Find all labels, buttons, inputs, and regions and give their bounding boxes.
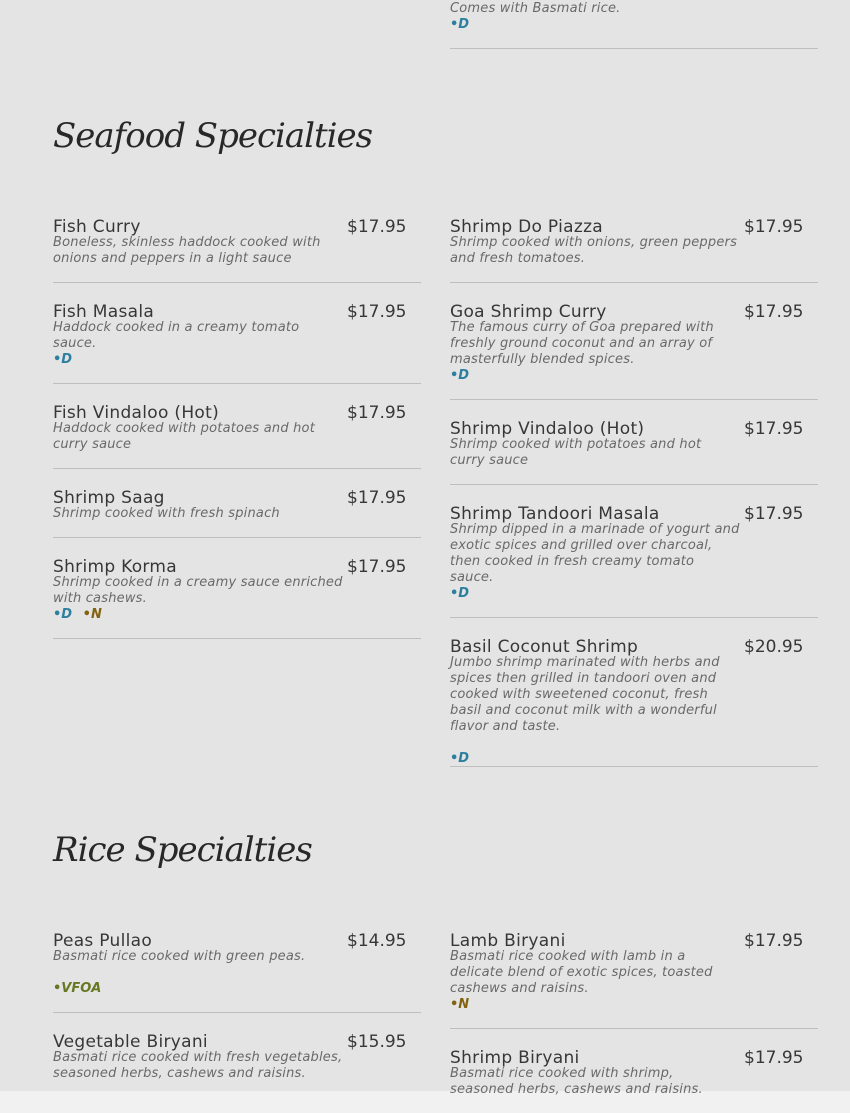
item-name: Goa Shrimp Curry	[450, 302, 607, 322]
menu-item	[450, 216, 818, 283]
dairy-tag: •D	[450, 17, 470, 32]
item-price: $14.95	[347, 931, 407, 951]
item-name: Fish Vindaloo (Hot)	[53, 403, 220, 423]
item-description: Shrimp dipped in a marinade of yogurt and exotic spices and grilled over charcoal, then cooked in fresh creamy tomato sauce.	[450, 522, 740, 585]
item-description: Shrimp cooked with potatoes and hot curry sauce	[450, 437, 702, 468]
item-description: Comes with Basmati rice.	[450, 1, 621, 16]
dairy-tag: •D	[53, 607, 73, 622]
item-description: Basmati rice cooked with fresh vegetables, seasoned herbs, cashews and raisins.	[53, 1050, 343, 1081]
menu-item	[53, 487, 421, 538]
item-description: Haddock cooked in a creamy tomato sauce.	[53, 320, 300, 351]
item-description: Basmati rice cooked with shrimp, seasoned herbs, cashews and raisins.	[450, 1066, 703, 1097]
item-description: Shrimp cooked in a creamy sauce enriched with cashews.	[53, 575, 343, 606]
rice-left-column	[53, 930, 421, 1113]
dairy-tag: •D	[450, 751, 470, 766]
item-price: $15.95	[347, 1032, 407, 1052]
item-tags	[53, 607, 108, 623]
menu-item	[450, 503, 818, 618]
item-name: Fish Curry	[53, 217, 141, 237]
item-description: Basmati rice cooked with green peas.	[53, 949, 306, 964]
rice-section-title: Rice Specialties	[53, 830, 312, 870]
item-price: $17.95	[744, 931, 804, 951]
item-price: $17.95	[347, 557, 407, 577]
item-name: Shrimp Vindaloo (Hot)	[450, 419, 645, 439]
seafood-left-column	[53, 216, 421, 639]
rice-right-column	[450, 930, 818, 1113]
item-price: $17.95	[744, 419, 804, 439]
item-price: $17.95	[744, 1048, 804, 1068]
item-description: Shrimp cooked with onions, green peppers and fresh tomatoes.	[450, 235, 738, 266]
dairy-tag: •D	[53, 352, 73, 367]
nuts-tag: •N	[450, 997, 470, 1012]
item-description: Basmati rice cooked with lamb in a delicate blend of exotic spices, toasted cashews and raisins.	[450, 949, 713, 996]
item-price: $17.95	[744, 302, 804, 322]
item-price: $17.95	[347, 403, 407, 423]
item-price: $20.95	[744, 637, 804, 657]
item-name: Basil Coconut Shrimp	[450, 637, 639, 657]
item-tags	[450, 997, 475, 1013]
item-tags	[53, 352, 78, 368]
item-name: Vegetable Biryani	[53, 1032, 208, 1052]
item-tags	[450, 751, 475, 767]
item-price: $17.95	[347, 217, 407, 237]
menu-item	[53, 930, 421, 1013]
menu-item	[450, 636, 818, 767]
dairy-tag: •D	[450, 368, 470, 383]
menu-item	[53, 301, 421, 384]
item-price: $17.95	[347, 488, 407, 508]
menu-item	[53, 402, 421, 469]
item-name: Shrimp Biryani	[450, 1048, 580, 1068]
item-tags	[450, 17, 475, 33]
menu-item	[450, 418, 818, 485]
menu-item	[53, 216, 421, 283]
item-name: Fish Masala	[53, 302, 155, 322]
item-price: $17.95	[744, 217, 804, 237]
seafood-right-column	[450, 216, 818, 767]
item-tags	[450, 368, 475, 384]
vegan-option-tag: •VFOA	[53, 981, 102, 996]
menu-item	[450, 930, 818, 1029]
item-tags	[53, 981, 107, 997]
item-description: Boneless, skinless haddock cooked with onions and peppers in a light sauce	[53, 235, 321, 266]
nuts-tag: •N	[82, 607, 102, 622]
item-tags	[450, 586, 475, 602]
item-description: Jumbo shrimp marinated with herbs and spices then grilled in tandoori oven and cooked with sweetened coconut, fresh basil and coconut milk with a wonderful flavor and taste.	[450, 655, 720, 734]
item-price: $17.95	[744, 504, 804, 524]
item-name: Shrimp Saag	[53, 488, 165, 508]
item-name: Lamb Biryani	[450, 931, 566, 951]
item-description: Shrimp cooked with fresh spinach	[53, 506, 280, 521]
item-name: Shrimp Do Piazza	[450, 217, 604, 237]
menu-item	[53, 556, 421, 639]
item-name: Peas Pullao	[53, 931, 153, 951]
dairy-tag: •D	[450, 586, 470, 601]
item-description: The famous curry of Goa prepared with freshly ground coconut and an array of masterfully blended spices.	[450, 320, 714, 367]
menu-item	[450, 1047, 818, 1113]
item-description: Haddock cooked with potatoes and hot curry sauce	[53, 421, 315, 452]
menu-item	[450, 0, 818, 49]
item-price: $17.95	[347, 302, 407, 322]
menu-item	[53, 1031, 421, 1113]
item-name: Shrimp Korma	[53, 557, 178, 577]
item-name: Shrimp Tandoori Masala	[450, 504, 660, 524]
menu-item	[450, 301, 818, 400]
seafood-section-title: Seafood Specialties	[53, 116, 373, 156]
previous-section-fragment	[450, 0, 818, 49]
